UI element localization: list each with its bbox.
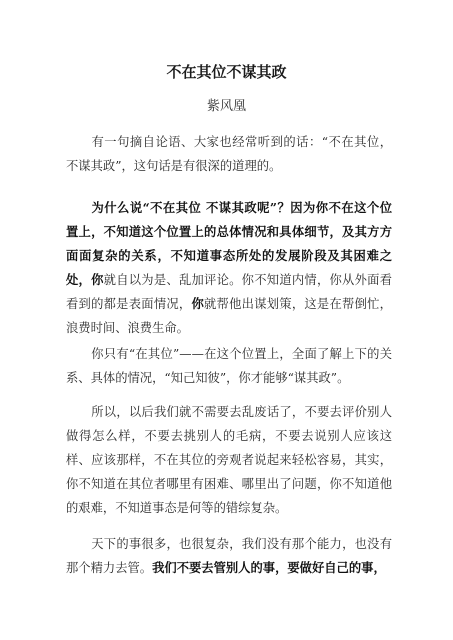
paragraph-2-bold-lead: 为什么说“不在其位 不谋其政呢”？因为你不在这个位置上，不知道这个位置上的总体情况和具体细节，及其方方面面复杂的关系，不知道事态所处的发展阶段及其困难之处，你 <box>66 200 392 287</box>
paragraph-4-text: 所以，以后我们就不需要去乱废话了，不要去评价别人做得怎么样，不要去挑别人的毛病，不要去说别人应该这样、应该那样，不在其位的旁观者说起来轻松容易，其实，你不知道在其位者哪里有困难、哪里出了问题，你不知道他的艰难，不知道事态是何等的错综复杂。 <box>66 405 392 515</box>
paragraph-5-text: 天下的事很多，也很复杂，我们没有那个能力，也没有那个精力去管。 <box>66 537 392 575</box>
paragraph-1 <box>66 130 392 178</box>
paragraph-1-text: 有一句摘自论语、大家也经常听到的话：“不在其位，不谋其政”，这句话是有很深的道理的。 <box>66 135 392 173</box>
paragraph-2-bold-you: 你 <box>191 296 205 311</box>
paragraph-2-text-a: 就自以为是、乱加评论。你不知道内情，你从外面看看到的都是表面情况， <box>66 273 392 311</box>
paragraph-4 <box>66 400 392 520</box>
paragraph-2-text-b: 就帮他出谋划策，这是在帮倒忙，浪费时间、浪费生命。 <box>66 297 392 335</box>
paragraph-5 <box>66 532 392 580</box>
paragraph-5-bold: 我们不要去管别人的事，要做好自己的事， <box>152 560 386 575</box>
paragraph-3 <box>66 342 392 390</box>
paragraph-2 <box>66 196 392 340</box>
document-title: 不在其位不谋其政 <box>166 63 287 81</box>
author-name: 紫风凰 <box>206 99 246 114</box>
paragraph-3-text: 你只有“在其位”——在这个位置上，全面了解上下的关系、具体的情况，“知己知彼”，你才能够“谋其政”。 <box>66 347 392 385</box>
